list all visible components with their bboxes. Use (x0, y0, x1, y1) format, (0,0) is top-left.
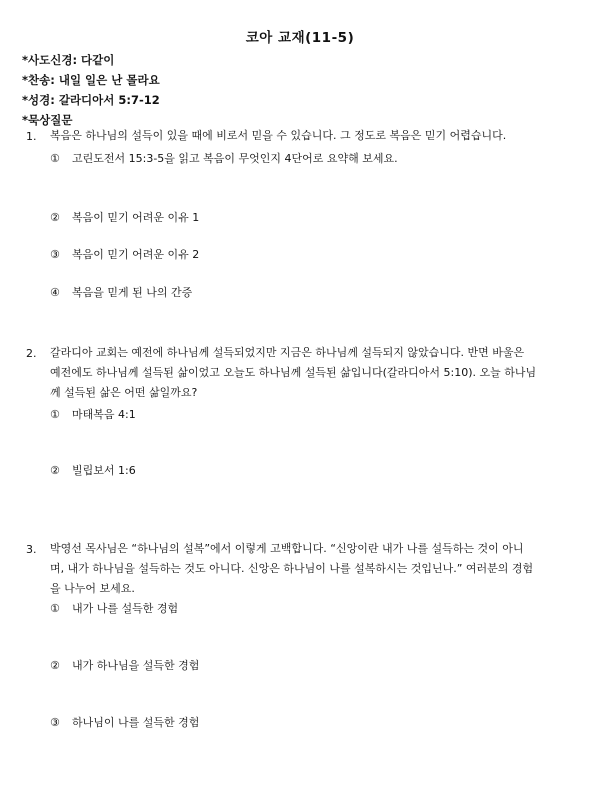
hymn-line: *찬송: 내일 일은 난 몰라요 (22, 73, 160, 87)
circled-number: ④ (50, 286, 60, 299)
circled-number: ① (50, 152, 60, 165)
question-line: 갈라디아 교회는 예전에 하나님께 설득되었지만 지금은 하나님께 설득되지 않았습니다. 반면 바울은 (50, 346, 525, 359)
question-line: 박영선 목사님은 “하나님의 설복”에서 이렇게 고백합니다. “신앙이란 내가 나를 설득하는 것이 아니 (50, 542, 524, 555)
sub-question (50, 714, 199, 730)
sub-question-text: 복음을 믿게 된 나의 간증 (72, 286, 193, 299)
meditation-heading: *묵상질문 (22, 113, 73, 127)
circled-number: ① (50, 408, 60, 421)
circled-number: ① (50, 602, 60, 615)
question-text (50, 539, 578, 599)
sub-question-text: 복음이 믿기 어려운 이유 1 (72, 211, 200, 224)
sub-question-text: 고린도전서 15:3-5을 읽고 복음이 무엇인지 4단어로 요약해 보세요. (72, 152, 398, 165)
circled-number: ③ (50, 716, 60, 729)
sub-question-text: 하나님이 나를 설득한 경험 (72, 716, 200, 729)
sub-question (50, 284, 192, 300)
sub-question-text: 마태복음 4:1 (72, 408, 136, 421)
sub-question-text: 빌립보서 1:6 (72, 464, 136, 477)
sub-question (50, 600, 178, 616)
circled-number: ③ (50, 248, 60, 261)
circled-number: ② (50, 659, 60, 672)
sub-question-text: 복음이 믿기 어려운 이유 2 (72, 248, 200, 261)
question-line: 복음은 하나님의 설득이 있을 때에 비로서 믿을 수 있습니다. 그 정도로 복음은 믿기 어렵습니다. (50, 129, 507, 142)
question-text (50, 126, 578, 146)
sub-question (50, 150, 398, 166)
sub-question-text: 내가 나를 설득한 경험 (72, 602, 179, 615)
question-number: 1. (26, 130, 37, 143)
question-number: 3. (26, 543, 37, 556)
circled-number: ② (50, 211, 60, 224)
sub-question (50, 246, 199, 262)
circled-number: ② (50, 464, 60, 477)
page-title: 코아 교재(11-5) (245, 30, 355, 46)
apostles-creed-line: *사도신경: 다같이 (22, 53, 115, 67)
question-text (50, 343, 578, 403)
sub-question-text: 내가 하나님을 설득한 경험 (72, 659, 200, 672)
sub-question (50, 657, 199, 673)
question-line: 며, 내가 하나님을 설득하는 것도 아니다. 신앙은 하나님이 나를 설복하시는 것입닌나.” 여러분의 경험 (50, 562, 534, 575)
scripture-line: *성경: 갈라디아서 5:7-12 (22, 93, 160, 107)
sub-question (50, 406, 136, 422)
question-number: 2. (26, 347, 37, 360)
question-line: 예전에도 하나님께 설득된 삶이었고 오늘도 하나님께 설득된 삶입니다(갈라디아서 5:10). 오늘 하나님 (50, 366, 537, 379)
question-line: 을 나누어 보세요. (50, 582, 135, 595)
sub-question (50, 462, 136, 478)
sub-question (50, 209, 199, 225)
question-line: 께 설득된 삶은 어떤 삶일까요? (50, 386, 198, 399)
